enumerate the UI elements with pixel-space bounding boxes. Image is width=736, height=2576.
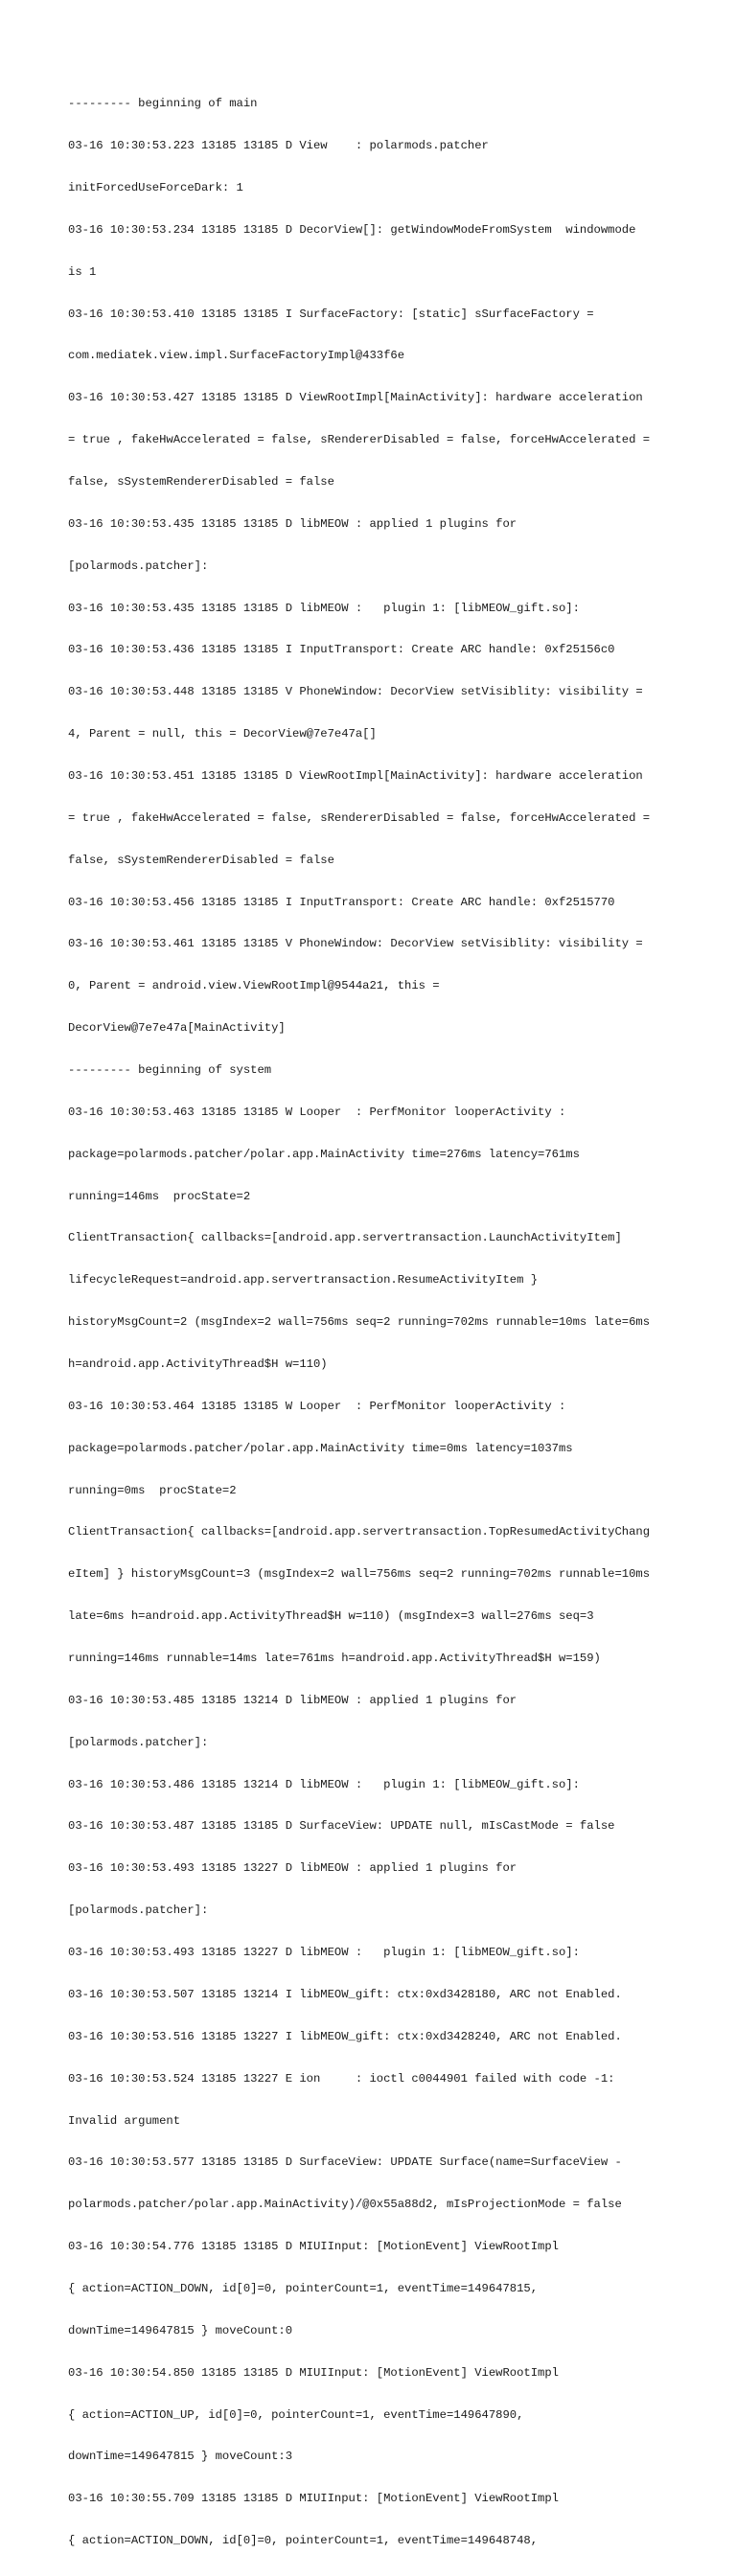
log-line: 03-16 10:30:53.507 13185 13214 I libMEOW_gift: ctx:0xd3428180, ARC not Enabled.: [68, 1987, 622, 2001]
log-line: lifecycleRequest=android.app.servertransaction.ResumeActivityItem }: [68, 1273, 539, 1288]
log-line: { action=ACTION_DOWN, id[0]=0, pointerCount=1, eventTime=149648748,: [68, 2534, 539, 2548]
log-line: 03-16 10:30:53.427 13185 13185 D ViewRootImpl[MainActivity]: hardware acceleration: [68, 391, 643, 405]
log-line: Invalid argument: [68, 2113, 181, 2128]
log-line: 0, Parent = android.view.ViewRootImpl@9544a21, this =: [68, 979, 440, 993]
log-line: com.mediatek.view.impl.SurfaceFactoryImpl@433f6e: [68, 349, 405, 363]
log-line: 03-16 10:30:53.516 13185 13227 I libMEOW_gift: ctx:0xd3428240, ARC not Enabled.: [68, 2029, 622, 2043]
log-line: 03-16 10:30:53.223 13185 13185 D View : polarmods.patcher: [68, 139, 489, 153]
log-line: { action=ACTION_DOWN, id[0]=0, pointerCount=1, eventTime=149647815,: [68, 2281, 539, 2295]
log-line: late=6ms h=android.app.ActivityThread$H w=110) (msgIndex=3 wall=276ms seq=3: [68, 1609, 594, 1624]
log-line: [polarmods.patcher]:: [68, 1735, 209, 1749]
log-line: 03-16 10:30:53.448 13185 13185 V PhoneWindow: DecorView setVisiblity: visibility =: [68, 685, 643, 699]
log-line: = true , fakeHwAccelerated = false, sRendererDisabled = false, forceHwAccelerated =: [68, 810, 651, 825]
log-line: 03-16 10:30:53.451 13185 13185 D ViewRootImpl[MainActivity]: hardware acceleration: [68, 769, 643, 783]
log-line: package=polarmods.patcher/polar.app.MainActivity time=276ms latency=761ms: [68, 1147, 580, 1161]
log-line: h=android.app.ActivityThread$H w=110): [68, 1357, 328, 1372]
log-line: --------- beginning of main: [68, 97, 258, 111]
log-line: 4, Parent = null, this = DecorView@7e7e47a[]: [68, 727, 377, 741]
log-line: { action=ACTION_UP, id[0]=0, pointerCount=1, eventTime=149647890,: [68, 2407, 524, 2422]
log-line: ClientTransaction{ callbacks=[android.app.servertransaction.LaunchActivityItem]: [68, 1231, 622, 1245]
log-line: initForcedUseForceDark: 1: [68, 180, 243, 194]
log-line: eItem] } historyMsgCount=3 (msgIndex=2 wall=756ms seq=2 running=702ms runnable=10ms: [68, 1567, 651, 1582]
log-line: downTime=149647815 } moveCount:3: [68, 2450, 293, 2464]
log-line: package=polarmods.patcher/polar.app.MainActivity time=0ms latency=1037ms: [68, 1441, 573, 1455]
log-line: 03-16 10:30:53.464 13185 13185 W Looper : PerfMonitor looperActivity :: [68, 1399, 566, 1413]
log-line: polarmods.patcher/polar.app.MainActivity)/@0x55a88d2, mIsProjectionMode = false: [68, 2198, 622, 2212]
log-line: DecorView@7e7e47a[MainActivity]: [68, 1021, 286, 1036]
log-line: 03-16 10:30:53.577 13185 13185 D SurfaceView: UPDATE Surface(name=SurfaceView -: [68, 2155, 622, 2170]
log-line: 03-16 10:30:53.463 13185 13185 W Looper : PerfMonitor looperActivity :: [68, 1105, 566, 1119]
log-line: false, sSystemRendererDisabled = false: [68, 474, 334, 489]
log-line: 03-16 10:30:53.435 13185 13185 D libMEOW : plugin 1: [libMEOW_gift.so]:: [68, 601, 580, 615]
log-line: 03-16 10:30:53.485 13185 13214 D libMEOW : applied 1 plugins for: [68, 1693, 518, 1707]
log-line: 03-16 10:30:53.436 13185 13185 I InputTransport: Create ARC handle: 0xf25156c0: [68, 643, 615, 657]
log-line: [polarmods.patcher]:: [68, 559, 209, 573]
log-line: 03-16 10:30:54.776 13185 13185 D MIUIInput: [MotionEvent] ViewRootImpl: [68, 2240, 559, 2254]
log-line: running=146ms procState=2: [68, 1189, 251, 1203]
log-line: 03-16 10:30:53.410 13185 13185 I SurfaceFactory: [static] sSurfaceFactory =: [68, 307, 594, 321]
log-line: 03-16 10:30:53.234 13185 13185 D DecorView[]: getWindowModeFromSystem windowmode: [68, 222, 636, 237]
log-line: is 1: [68, 264, 97, 279]
log-line: 03-16 10:30:53.524 13185 13227 E ion : ioctl c0044901 failed with code -1:: [68, 2071, 615, 2086]
log-line: = true , fakeHwAccelerated = false, sRendererDisabled = false, forceHwAccelerated =: [68, 433, 651, 447]
log-line: 03-16 10:30:53.456 13185 13185 I InputTransport: Create ARC handle: 0xf2515770: [68, 895, 615, 909]
log-line: running=0ms procState=2: [68, 1483, 237, 1497]
log-line: 03-16 10:30:53.487 13185 13185 D SurfaceView: UPDATE null, mIsCastMode = false: [68, 1819, 615, 1834]
log-line: [polarmods.patcher]:: [68, 1904, 209, 1918]
log-line: running=146ms runnable=14ms late=761ms h=android.app.ActivityThread$H w=159): [68, 1652, 601, 1666]
log-line: 03-16 10:30:53.461 13185 13185 V PhoneWindow: DecorView setVisiblity: visibility =: [68, 937, 643, 951]
log-line: ClientTransaction{ callbacks=[android.app.servertransaction.TopResumedActivityChang: [68, 1525, 651, 1539]
log-line: 03-16 10:30:53.493 13185 13227 D libMEOW : plugin 1: [libMEOW_gift.so]:: [68, 1946, 580, 1960]
log-line: --------- beginning of system: [68, 1063, 272, 1078]
log-line: 03-16 10:30:53.493 13185 13227 D libMEOW : applied 1 plugins for: [68, 1861, 518, 1876]
log-line: 03-16 10:30:53.435 13185 13185 D libMEOW : applied 1 plugins for: [68, 516, 518, 531]
log-line: 03-16 10:30:54.850 13185 13185 D MIUIInput: [MotionEvent] ViewRootImpl: [68, 2365, 559, 2380]
log-line: 03-16 10:30:55.709 13185 13185 D MIUIInput: [MotionEvent] ViewRootImpl: [68, 2492, 559, 2506]
log-line: historyMsgCount=2 (msgIndex=2 wall=756ms seq=2 running=702ms runnable=10ms late=6ms: [68, 1315, 651, 1330]
logcat-output: [68, 69, 681, 2576]
log-line: 03-16 10:30:53.486 13185 13214 D libMEOW : plugin 1: [libMEOW_gift.so]:: [68, 1777, 580, 1791]
log-line: false, sSystemRendererDisabled = false: [68, 853, 334, 867]
log-line: downTime=149647815 } moveCount:0: [68, 2323, 293, 2337]
